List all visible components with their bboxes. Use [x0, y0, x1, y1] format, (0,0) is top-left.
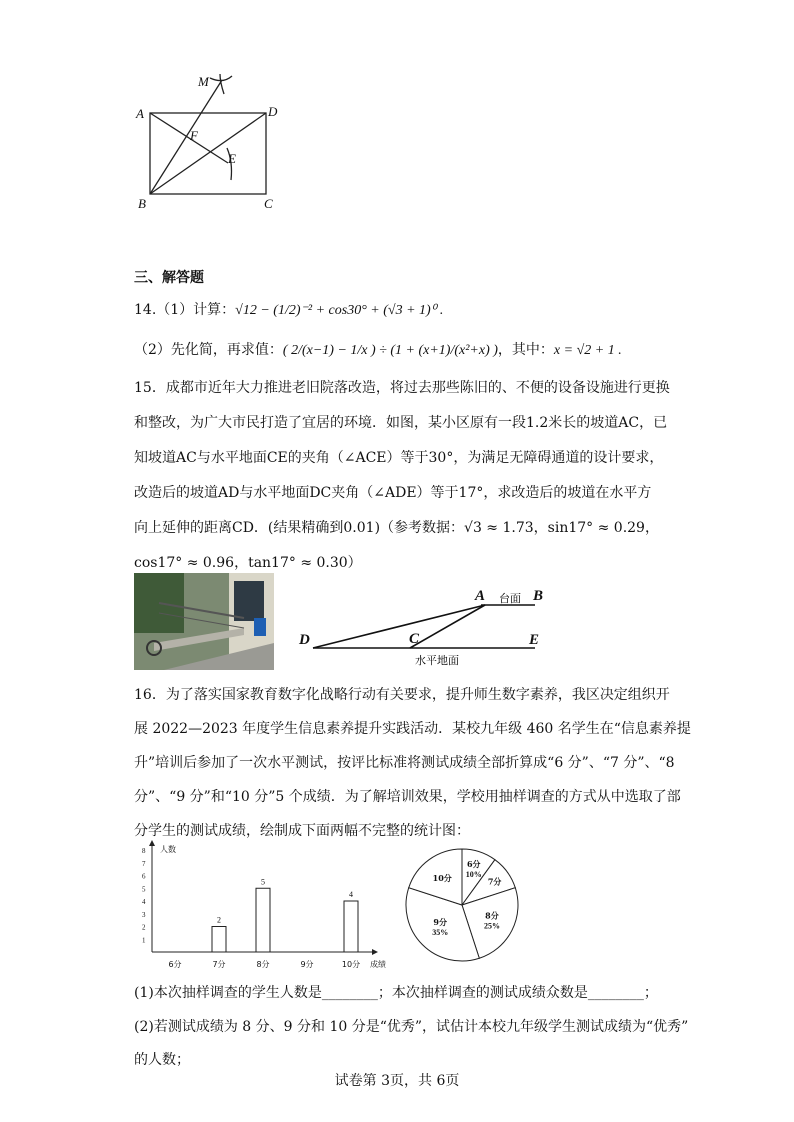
y-axis-label: 人数	[160, 845, 176, 854]
q16-line: 16．为了落实国家教育数字化战略行动有关要求，提升师生数字素养，我区决定组织开	[134, 687, 670, 703]
bar	[344, 901, 358, 952]
pie-slice-percent: 10%	[465, 869, 482, 879]
y-tick-label: 3	[142, 910, 146, 919]
q16-sub2-line2: 的人数；	[134, 1052, 190, 1068]
pie-slice-label: 7分	[487, 876, 502, 887]
point-m: M	[198, 74, 209, 89]
x-tick-label: 10分	[341, 960, 361, 969]
x-axis-arrow	[372, 949, 378, 955]
pie-slice-label: 8分	[485, 910, 499, 921]
x-axis-label: 成绩	[370, 960, 386, 969]
q14-part1-expr: √12 − (1/2)⁻² + cos30° + (√3 + 1)⁰ .	[235, 303, 444, 318]
q15-line: 向上延伸的距离CD．(结果精确到0.01)（参考数据：√3 ≈ 1.73，sin17° ≈ 0.29，	[134, 520, 659, 536]
platform-label: 台面	[499, 592, 521, 605]
ramp-point-a: A	[475, 588, 486, 604]
x-tick-label: 9分	[300, 960, 314, 969]
q14-part2-expr: ( 2/(x−1) − 1/x ) ÷ (1 + (x+1)/(x²+x) )	[282, 343, 498, 358]
point-b: B	[138, 196, 146, 211]
q16-line: 升”培训后参加了一次水平测试，按评比标准将测试成绩全部折算成“6 分”、“7 分”、“8	[134, 755, 675, 771]
y-axis-arrow	[149, 840, 155, 846]
pie-chart	[400, 840, 530, 970]
point-e: E	[228, 151, 236, 166]
y-tick-label: 7	[142, 859, 146, 868]
y-tick-label: 2	[142, 923, 146, 932]
ground-label: 水平地面	[415, 654, 459, 667]
bar	[212, 927, 226, 953]
ramp-diagram	[295, 582, 555, 672]
x-tick-label: 6分	[168, 960, 182, 969]
q16-line: 分”、“9 分”和“10 分”5 个成绩．为了解培训效果，学校用抽样调查的方式从中选取了部	[134, 789, 681, 805]
diagonal-bd	[150, 113, 266, 194]
x-tick-label: 8分	[256, 960, 270, 969]
bar-data-label: 2	[217, 915, 221, 925]
q16-text	[134, 678, 691, 848]
ramp-point-e: E	[529, 632, 540, 648]
bar	[256, 888, 270, 952]
section-heading: 三、解答题	[134, 270, 204, 286]
x-tick-label: 7分	[212, 960, 226, 969]
ramp-point-d: D	[299, 632, 310, 648]
q16-sub2-line1: (2)若测试成绩为 8 分、9 分和 10 分是“优秀”，试估计本校九年级学生测试成绩为“优秀”	[134, 1019, 689, 1035]
q15-line: 知坡道AC与水平地面CE的夹角（∠ACE）等于30°，为满足无障碍通道的设计要求，	[134, 450, 664, 466]
ramp-ac	[410, 605, 485, 648]
q15-text	[134, 371, 670, 581]
line-bm	[150, 80, 222, 194]
y-tick-label: 8	[142, 847, 146, 855]
ramp-point-b: B	[533, 588, 544, 604]
pie-slice-label: 6分	[466, 858, 481, 869]
pie-slice-percent: 25%	[483, 921, 500, 931]
point-f: F	[190, 128, 198, 143]
page-footer: 试卷第 3页，共 6页	[334, 1073, 460, 1089]
q15-line: 改造后的坡道AD与水平地面DC夹角（∠ADE）等于17°，求改造后的坡道在水平方	[134, 485, 652, 501]
q14-part2-prefix: （2）先化简，再求值：	[134, 342, 283, 358]
arc-m2	[220, 74, 224, 94]
ramp-ad	[313, 605, 485, 648]
pie-slice-percent: 35%	[432, 927, 449, 937]
q15-line: cos17° ≈ 0.96，tan17° ≈ 0.30）	[134, 555, 362, 571]
rectangle-construction-figure	[128, 70, 288, 215]
q14-part2-value: x = √2 + 1 .	[553, 343, 622, 358]
y-tick-label: 4	[142, 898, 146, 906]
point-a: A	[136, 106, 144, 121]
ramp-photo	[134, 573, 274, 670]
pie-slice-label: 10分	[432, 872, 452, 883]
pie-slice-label: 9分	[433, 916, 448, 927]
ramp-point-c: C	[409, 631, 420, 647]
ramp-photo-art	[134, 573, 274, 670]
point-c: C	[264, 196, 273, 211]
q15-line: 和整改，为广大市民打造了宜居的环境．如图，某小区原有一段1.2米长的坡道AC，已	[134, 415, 668, 431]
bar-data-label: 4	[349, 890, 353, 899]
y-tick-label: 6	[142, 872, 146, 881]
q14-part2-where: ，其中：	[497, 342, 554, 358]
q16-sub1: (1)本次抽样调查的学生人数是________；本次抽样调查的测试成绩众数是________；	[134, 985, 658, 1001]
bar-data-label: 5	[261, 877, 265, 887]
bar-chart	[130, 838, 390, 973]
q14-part1-prefix: 14.（1）计算：	[134, 302, 236, 318]
q16-line: 展 2022—2023 年度学生信息素养提升实践活动．某校九年级 460 名学生在“信息素养提	[134, 721, 691, 737]
q16-line: 分学生的测试成绩，绘制成下面两幅不完整的统计图：	[134, 823, 470, 839]
line-ae	[150, 113, 228, 163]
q14-part2	[134, 340, 622, 361]
point-d: D	[268, 104, 278, 119]
q14-part1	[134, 300, 443, 321]
y-tick-label: 1	[142, 936, 146, 945]
y-tick-label: 5	[142, 885, 146, 894]
q15-line: 15．成都市近年大力推进老旧院落改造，将过去那些陈旧的、不便的设备设施进行更换	[134, 380, 670, 396]
